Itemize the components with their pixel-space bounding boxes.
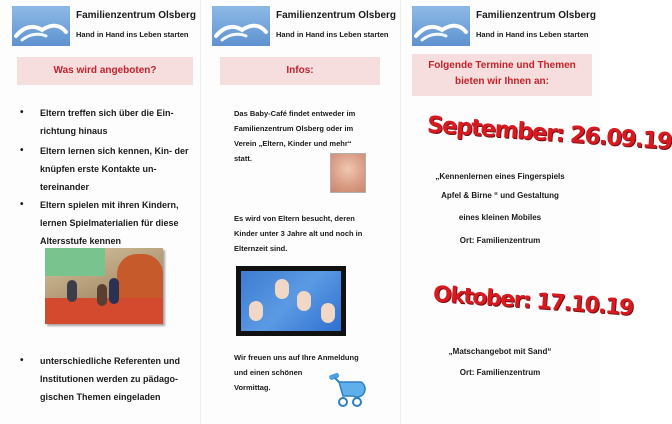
panel-header [206,6,396,46]
section-heading: Infos: [220,57,380,85]
event-text: „Matschangebot mit Sand“ [448,347,552,356]
info-text: Das Baby-Café findet entweder im [234,109,356,118]
hands-logo-icon [12,6,70,46]
list-item: • Eltern treffen sich über die Ein- richtung hinaus [40,104,196,140]
list-item: • Eltern lernen sich kennen, Kin- der knüpfen erste Kontakte un- tereinander [40,142,196,196]
list-item: • Eltern spielen mit ihren Kindern, lernen Spielmaterialien für diese Altersstufe kennen [40,196,196,250]
event-text: Apfel & Birne “ und Gestaltung [441,191,559,200]
info-text: statt. [234,154,252,163]
playgroup-photo [45,248,163,324]
org-tagline: Hand in Hand ins Leben starten [476,30,589,39]
panel-header [6,6,196,46]
event-date-october: Oktober: 17.10.19 [432,282,634,321]
info-text: und einen schönen [234,368,303,377]
event-text: „Kennenlernen eines Fingerspiels [435,172,565,181]
org-name: Familienzentrum Olsberg [276,10,397,21]
section-heading [412,54,592,96]
info-text: Familienzentrum Olsberg oder im [234,124,354,133]
panel-offerings [0,0,200,424]
baby-feet-photo [330,153,366,193]
list-item: • unterschiedliche Referenten und Institutionen werden zu pädago- gischen Themen eingeladen [40,352,196,406]
event-text: eines kleinen Mobiles [458,213,542,222]
heading-line: bieten wir Ihnen an: [455,76,549,87]
stroller-icon [327,372,371,408]
event-location: Ort: Familienzentrum [459,236,541,245]
org-tagline: Hand in Hand ins Leben starten [276,30,389,39]
section-heading: Was wird angeboten? [17,57,193,85]
hands-logo-icon [412,6,470,46]
org-name: Familienzentrum Olsberg [476,10,597,21]
heading-line: Folgende Termine und Themen [428,60,576,71]
info-text: Vormittag. [234,383,271,392]
info-text: Es wird von Eltern besucht, deren [234,214,355,223]
babies-photo [236,266,346,336]
info-text: Verein „Eltern, Kinder und mehr“ [234,139,352,148]
info-text: Kinder unter 3 Jahre alt und noch in [234,229,363,238]
panel-info [200,0,400,424]
panel-header [406,6,596,46]
hands-logo-icon [212,6,270,46]
org-tagline: Hand in Hand ins Leben starten [76,30,189,39]
event-date-september: September: 26.09.19 [426,112,672,156]
panel-dates [400,0,600,424]
info-text: Wir freuen uns auf Ihre Anmeldung [234,353,359,362]
org-name: Familienzentrum Olsberg [76,10,197,21]
info-text: Elternzeit sind. [234,244,288,253]
event-location: Ort: Familienzentrum [459,368,541,377]
